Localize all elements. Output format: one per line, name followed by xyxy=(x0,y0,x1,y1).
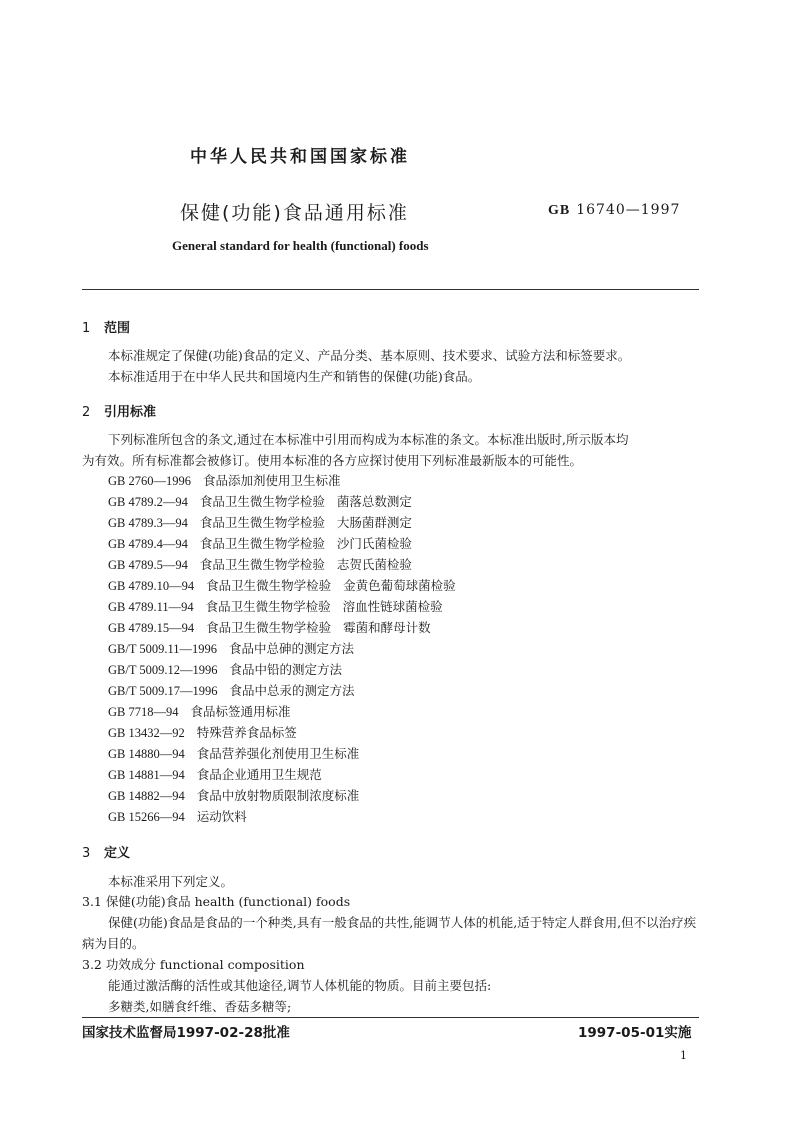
approval-date: 国家技术监督局1997-02-28批准 xyxy=(82,1025,290,1041)
reference-name: 食品卫生微生物学检验 xyxy=(206,620,332,635)
standard-code-prefix: GB xyxy=(548,203,571,218)
reference-code: GB 4789.2—94 xyxy=(108,495,188,509)
reference-name: 食品卫生微生物学检验 xyxy=(199,536,325,551)
reference-item xyxy=(108,681,367,699)
reference-item xyxy=(108,534,412,552)
header-divider xyxy=(82,289,699,290)
section-title: 范围 xyxy=(104,321,131,336)
scope-paragraph-2: 本标准适用于在中华人民共和国境内生产和销售的保健(功能)食品。 xyxy=(108,369,481,384)
reference-item xyxy=(108,555,412,573)
effective-date: 1997-05-01实施 xyxy=(578,1025,692,1041)
reference-name: 食品营养强化剂使用卫生标准 xyxy=(196,746,360,761)
reference-item xyxy=(108,786,371,804)
section-3-heading xyxy=(82,842,130,861)
english-title: General standard for health (functional) foods xyxy=(172,238,429,253)
reference-code: GB 2760—1996 xyxy=(108,474,191,488)
reference-code: GB 4789.15—94 xyxy=(108,621,195,635)
reference-name: 食品中放射物质限制浓度标准 xyxy=(196,788,360,803)
standard-code-number: 16740—1997 xyxy=(576,202,681,218)
reference-name: 食品企业通用卫生规范 xyxy=(196,767,322,782)
country-title: 中华人民共和国国家标准 xyxy=(190,147,410,167)
reference-subtitle: 大肠菌群测定 xyxy=(336,515,412,530)
definition-3-1-heading: 3.1 保健(功能)食品 health (functional) foods xyxy=(82,894,351,909)
definition-3-2-body: 能通过激活酶的活性或其他途径,调节人体机能的物质。目前主要包括: xyxy=(108,978,492,993)
reference-item xyxy=(108,660,354,678)
footer-divider xyxy=(82,1017,699,1018)
reference-item xyxy=(108,492,412,510)
reference-subtitle: 金黄色葡萄球菌检验 xyxy=(343,578,456,593)
reference-subtitle: 溶血性链球菌检验 xyxy=(342,599,443,614)
reference-item xyxy=(108,765,334,783)
section-title: 定义 xyxy=(104,846,131,861)
definitions-intro: 本标准采用下列定义。 xyxy=(108,874,234,889)
reference-code: GB/T 5009.17—1996 xyxy=(108,684,218,698)
reference-code: GB/T 5009.11—1996 xyxy=(108,642,218,656)
scope-paragraph-1: 本标准规定了保健(功能)食品的定义、产品分类、基本原则、技术要求、试验方法和标签要求。 xyxy=(108,348,631,363)
reference-code: GB 4789.11—94 xyxy=(108,600,194,614)
definition-3-2-item: 多糖类,如膳食纤维、香菇多糖等; xyxy=(108,999,292,1014)
reference-code: GB 15266—94 xyxy=(108,810,185,824)
section-2-heading xyxy=(82,401,156,420)
reference-name: 食品卫生微生物学检验 xyxy=(199,557,325,572)
reference-code: GB 14881—94 xyxy=(108,768,185,782)
reference-code: GB/T 5009.12—1996 xyxy=(108,663,218,677)
reference-item xyxy=(108,744,371,762)
standard-code xyxy=(548,202,680,219)
reference-code: GB 13432—92 xyxy=(108,726,185,740)
section-number: 3 xyxy=(82,846,91,861)
reference-item xyxy=(108,576,456,594)
reference-subtitle: 志贺氏菌检验 xyxy=(336,557,412,572)
reference-name: 食品中总汞的测定方法 xyxy=(229,683,355,698)
reference-name: 食品卫生微生物学检验 xyxy=(199,494,325,509)
reference-name: 食品标签通用标准 xyxy=(190,704,291,719)
reference-subtitle: 菌落总数测定 xyxy=(336,494,412,509)
reference-code: GB 7718—94 xyxy=(108,705,179,719)
reference-item xyxy=(108,702,303,720)
section-title: 引用标准 xyxy=(104,405,157,420)
reference-name: 运动饮料 xyxy=(196,809,247,824)
reference-name: 食品卫生微生物学检验 xyxy=(199,515,325,530)
reference-name: 特殊营养食品标签 xyxy=(196,725,297,740)
reference-item xyxy=(108,639,366,657)
reference-name: 食品卫生微生物学检验 xyxy=(205,599,331,614)
definition-3-2-heading: 3.2 功效成分 functional composition xyxy=(82,957,305,972)
reference-code: GB 14880—94 xyxy=(108,747,185,761)
section-number: 1 xyxy=(82,321,91,336)
page-number: 1 xyxy=(680,1049,687,1062)
reference-item xyxy=(108,618,431,636)
reference-item xyxy=(108,723,309,741)
reference-code: GB 4789.10—94 xyxy=(108,579,195,593)
reference-code: GB 4789.5—94 xyxy=(108,558,188,572)
reference-name: 食品中总砷的测定方法 xyxy=(229,641,355,656)
section-number: 2 xyxy=(82,405,91,420)
reference-item xyxy=(108,513,412,531)
definition-3-1-body: 保健(功能)食品是食品的一个种类,具有一般食品的共性,能调节人体的机能,适于特定人群食用,但不以治疗疾病为目的。 xyxy=(82,915,697,951)
reference-subtitle: 霉菌和酵母计数 xyxy=(343,620,431,635)
section-1-heading xyxy=(82,317,130,336)
reference-name: 食品添加剂使用卫生标准 xyxy=(203,473,341,488)
reference-code: GB 4789.3—94 xyxy=(108,516,188,530)
references-intro-line-1: 下列标准所包含的条文,通过在本标准中引用而构成为本标准的条文。本标准出版时,所示版本均 xyxy=(108,432,629,447)
reference-subtitle: 沙门氏菌检验 xyxy=(336,536,412,551)
reference-name: 食品中铅的测定方法 xyxy=(229,662,343,677)
reference-code: GB 14882—94 xyxy=(108,789,185,803)
reference-code: GB 4789.4—94 xyxy=(108,537,188,551)
reference-item xyxy=(108,597,443,615)
reference-name: 食品卫生微生物学检验 xyxy=(206,578,332,593)
references-intro-line-2: 为有效。所有标准都会被修订。使用本标准的各方应探讨使用下列标准最新版本的可能性。 xyxy=(82,453,583,468)
reference-item xyxy=(108,471,353,489)
reference-item xyxy=(108,807,259,825)
document-title: 保健(功能)食品通用标准 xyxy=(180,202,409,224)
